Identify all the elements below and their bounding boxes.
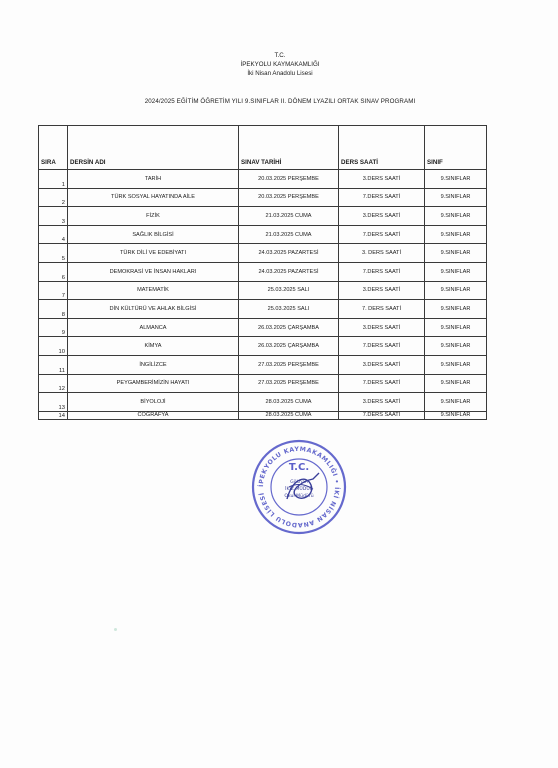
course-name: DEMOKRASİ VE İNSAN HAKLARI <box>68 262 239 281</box>
row-number: 14 <box>39 411 68 419</box>
course-name: PEYGAMBERİMİZİN HAYATI <box>68 374 239 393</box>
exam-date: 26.03.2025 ÇARŞAMBA <box>239 318 339 337</box>
exam-date: 27.03.2025 PERŞEMBE <box>239 355 339 374</box>
lesson-hour: 7. DERS SAATİ <box>339 300 425 319</box>
signature-line-3: Okul Müdürü <box>284 494 314 499</box>
row-number: 4 <box>39 225 68 244</box>
signature-line-1: Gökhan <box>290 480 308 485</box>
document-title: 2024/2025 EĞİTİM ÖĞRETİM YILI 9.SINIFLAR II. DÖNEM LYAZILI ORTAK SINAV PROGRAMI <box>144 98 416 105</box>
row-number: 8 <box>39 300 68 319</box>
table-row <box>39 281 487 300</box>
lesson-hour: 3.DERS SAATİ <box>339 281 425 300</box>
header-office: İPEKYOLU KAYMAKAMLIĞI <box>240 61 320 68</box>
table-row <box>39 244 487 263</box>
exam-date: 28.03.2025 CUMA <box>239 393 339 412</box>
exam-date: 26.03.2025 ÇARŞAMBA <box>239 337 339 356</box>
lesson-hour: 7.DERS SAATİ <box>339 337 425 356</box>
lesson-hour: 3.DERS SAATİ <box>339 355 425 374</box>
signature-line-2: İKİZ MÜDÜR <box>285 487 313 492</box>
course-name: TARİH <box>68 170 239 189</box>
table-row <box>39 225 487 244</box>
exam-date: 21.03.2025 CUMA <box>239 225 339 244</box>
header-tc: T.C. <box>274 52 286 59</box>
table-row <box>39 411 487 419</box>
exam-date: 21.03.2025 CUMA <box>239 207 339 226</box>
exam-schedule-table <box>38 125 487 420</box>
row-number: 1 <box>39 170 68 189</box>
row-number: 11 <box>39 355 68 374</box>
course-name: COĞRAFYA <box>68 411 239 419</box>
lesson-hour: 3.DERS SAATİ <box>339 318 425 337</box>
header-school: İki Nisan Anadolu Lisesi <box>247 70 313 77</box>
course-name: FİZİK <box>68 207 239 226</box>
scan-speck <box>114 628 117 631</box>
course-name: ALMANCA <box>68 318 239 337</box>
course-name: BİYOLOJİ <box>68 393 239 412</box>
class-level: 9.SINIFLAR <box>425 337 487 356</box>
col-header-saat: DERS SAATİ <box>339 126 425 170</box>
lesson-hour: 7.DERS SAATİ <box>339 188 425 207</box>
exam-date: 24.03.2025 PAZARTESİ <box>239 262 339 281</box>
exam-date: 27.03.2025 PERŞEMBE <box>239 374 339 393</box>
class-level: 9.SINIFLAR <box>425 262 487 281</box>
table-row <box>39 318 487 337</box>
exam-date: 25.03.2025 SALI <box>239 281 339 300</box>
class-level: 9.SINIFLAR <box>425 411 487 419</box>
school-seal-stamp <box>249 437 349 537</box>
row-number: 10 <box>39 337 68 356</box>
course-name: SAĞLIK BİLGİSİ <box>68 225 239 244</box>
row-number: 5 <box>39 244 68 263</box>
class-level: 9.SINIFLAR <box>425 170 487 189</box>
class-level: 9.SINIFLAR <box>425 393 487 412</box>
seal-tc: T.C. <box>288 462 310 473</box>
lesson-hour: 3.DERS SAATİ <box>339 170 425 189</box>
table-row <box>39 170 487 189</box>
class-level: 9.SINIFLAR <box>425 374 487 393</box>
lesson-hour: 3.DERS SAATİ <box>339 207 425 226</box>
lesson-hour: 7.DERS SAATİ <box>339 411 425 419</box>
class-level: 9.SINIFLAR <box>425 244 487 263</box>
lesson-hour: 7.DERS SAATİ <box>339 225 425 244</box>
lesson-hour: 3. DERS SAATİ <box>339 244 425 263</box>
col-header-tarih: SINAV TARİHİ <box>239 126 339 170</box>
table-row <box>39 300 487 319</box>
row-number: 2 <box>39 188 68 207</box>
row-number: 9 <box>39 318 68 337</box>
lesson-hour: 7.DERS SAATİ <box>339 262 425 281</box>
table-header-row <box>39 126 487 170</box>
row-number: 6 <box>39 262 68 281</box>
course-name: İNGİLİZCE <box>68 355 239 374</box>
lesson-hour: 3.DERS SAATİ <box>339 393 425 412</box>
table-row <box>39 393 487 412</box>
table-row <box>39 337 487 356</box>
table-row <box>39 188 487 207</box>
exam-date: 28.03.2025 CUMA <box>239 411 339 419</box>
col-header-sira: SIRA <box>39 126 68 170</box>
table-row <box>39 262 487 281</box>
table-row <box>39 374 487 393</box>
course-name: MATEMATİK <box>68 281 239 300</box>
course-name: TÜRK SOSYAL HAYATINDA AİLE <box>68 188 239 207</box>
exam-date: 20.03.2025 PERŞEMBE <box>239 188 339 207</box>
exam-date: 24.03.2025 PAZARTESİ <box>239 244 339 263</box>
lesson-hour: 7.DERS SAATİ <box>339 374 425 393</box>
class-level: 9.SINIFLAR <box>425 188 487 207</box>
course-name: KİMYA <box>68 337 239 356</box>
exam-date: 25.03.2025 SALI <box>239 300 339 319</box>
class-level: 9.SINIFLAR <box>425 355 487 374</box>
row-number: 3 <box>39 207 68 226</box>
row-number: 7 <box>39 281 68 300</box>
seal-ring-text: İPEKYOLU KAYMAKAMLIĞI • İKİ NİSAN ANADOLU LİSESİ <box>257 445 341 529</box>
class-level: 9.SINIFLAR <box>425 207 487 226</box>
row-number: 13 <box>39 393 68 412</box>
col-header-ders: DERSİN ADI <box>68 126 239 170</box>
course-name: DİN KÜLTÜRÜ VE AHLAK BİLGİSİ <box>68 300 239 319</box>
course-name: TÜRK DİLİ VE EDEBİYATI <box>68 244 239 263</box>
class-level: 9.SINIFLAR <box>425 225 487 244</box>
class-level: 9.SINIFLAR <box>425 281 487 300</box>
table-row <box>39 207 487 226</box>
exam-date: 20.03.2025 PERŞEMBE <box>239 170 339 189</box>
class-level: 9.SINIFLAR <box>425 318 487 337</box>
class-level: 9.SINIFLAR <box>425 300 487 319</box>
col-header-sinif: SINIF <box>425 126 487 170</box>
table-row <box>39 355 487 374</box>
row-number: 12 <box>39 374 68 393</box>
